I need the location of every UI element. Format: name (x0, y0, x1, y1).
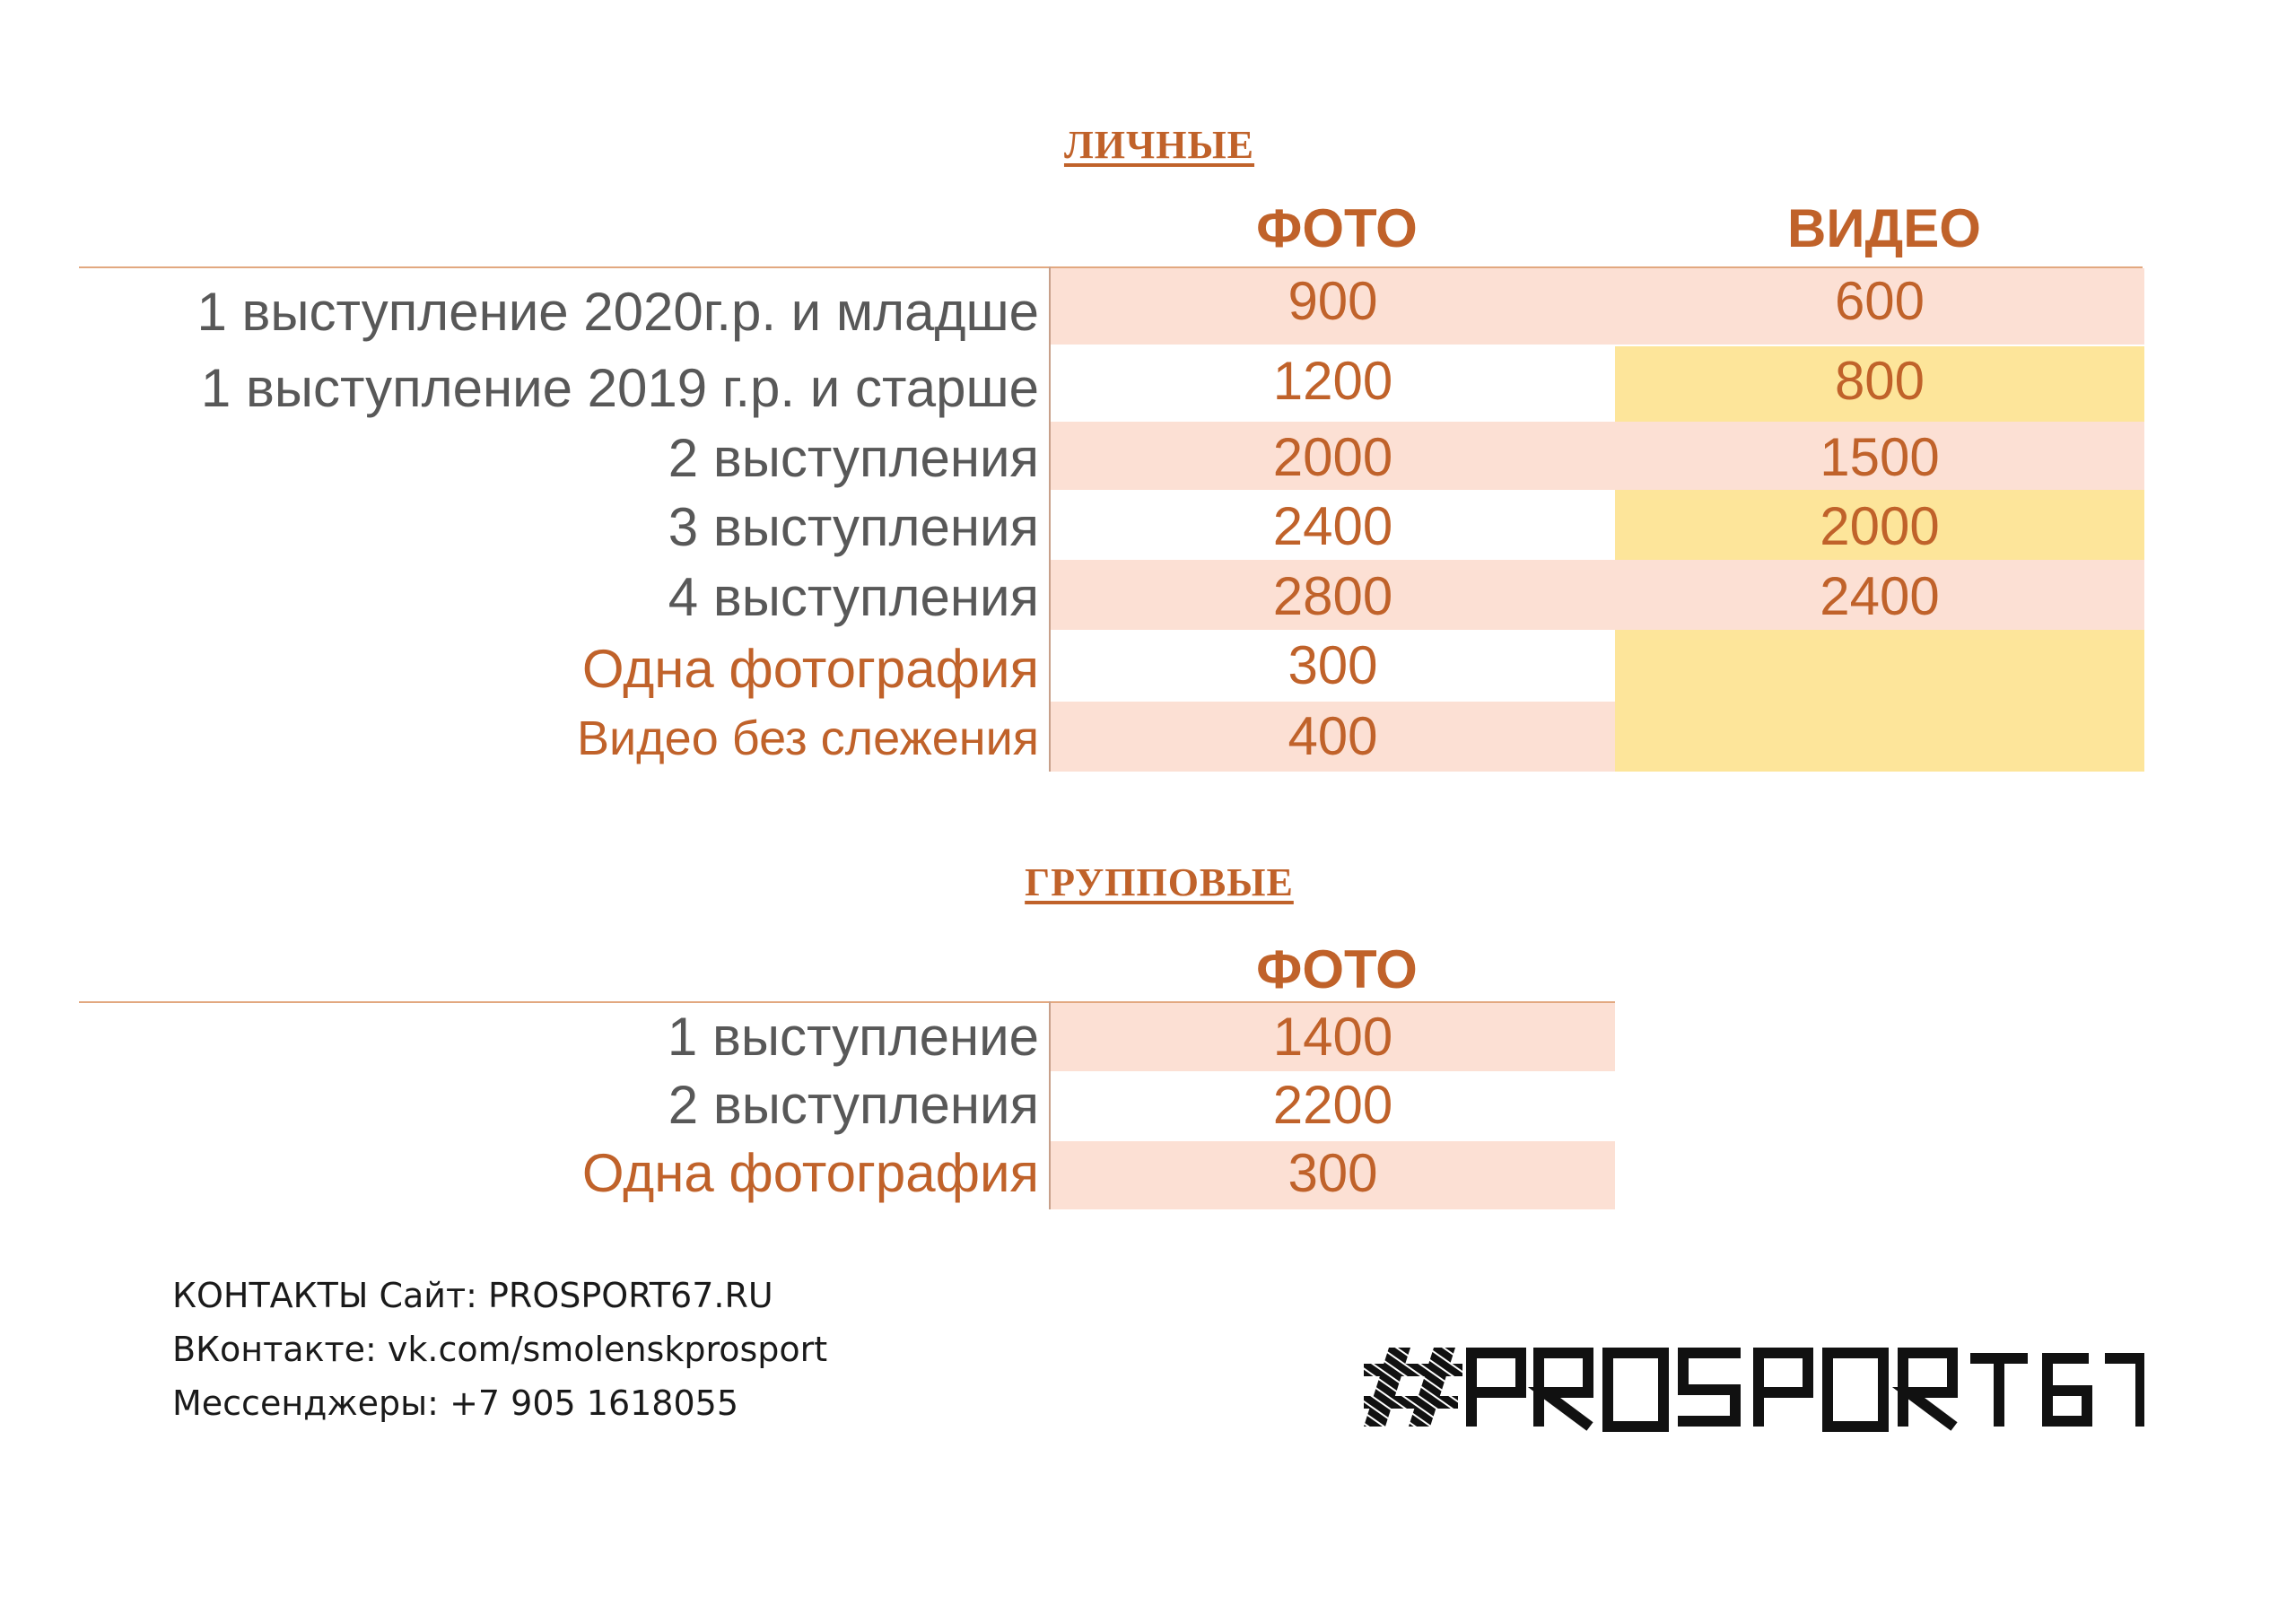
group-photo-price: 300 (1288, 1143, 1378, 1203)
personal-video-price: 600 (1834, 271, 1925, 331)
personal-video-price: 2400 (1820, 566, 1940, 626)
personal-photo-price: 900 (1288, 271, 1378, 331)
personal-video-price: 2000 (1820, 496, 1940, 556)
prosport67-logo (1364, 1337, 2144, 1435)
contacts-site: КОНТАКТЫ Сайт: PROSPORT67.RU (172, 1276, 773, 1315)
personal-photo-price: 400 (1288, 706, 1378, 766)
contacts-vk: ВКонтакте: vk.com/smolenskprosport (172, 1330, 828, 1369)
group-row-label: Одна фотография (581, 1143, 1039, 1203)
personal-video-price: 1500 (1820, 427, 1940, 487)
hash-logo-mark (1364, 1348, 1462, 1427)
group-row-label: 2 выступления (668, 1075, 1039, 1135)
personal-photo-price: 300 (1288, 635, 1378, 695)
personal-row6-7-video-bg (1615, 630, 2144, 772)
personal-photo-header: ФОТО (1256, 198, 1418, 258)
group-photo-price: 1400 (1272, 1007, 1393, 1067)
personal-row-label: Одна фотография (581, 639, 1039, 699)
group-photo-header: ФОТО (1256, 939, 1418, 999)
group-section-title: ГРУППОВЫЕ (1025, 860, 1294, 904)
personal-row-label: Видео без слежения (576, 711, 1039, 765)
personal-row-label: 3 выступления (668, 497, 1039, 557)
personal-photo-price: 2400 (1272, 496, 1393, 556)
personal-row-label: 1 выступление 2020г.р. и младше (196, 282, 1039, 342)
group-row-label: 1 выступление (667, 1007, 1039, 1067)
personal-video-header: ВИДЕО (1787, 198, 1981, 258)
contacts-messengers: Мессенджеры: +7 905 1618055 (172, 1383, 739, 1423)
personal-photo-price: 2800 (1272, 566, 1393, 626)
group-photo-price: 2200 (1272, 1075, 1393, 1135)
personal-row-label: 4 выступления (668, 567, 1039, 627)
personal-photo-price: 1200 (1272, 351, 1393, 411)
personal-row-label: 2 выступления (668, 428, 1039, 488)
personal-photo-price: 2000 (1272, 427, 1393, 487)
personal-section-title: ЛИЧНЫЕ (1063, 123, 1255, 167)
personal-video-price: 800 (1834, 351, 1925, 411)
personal-row-label: 1 выступление 2019 г.р. и старше (200, 358, 1039, 418)
